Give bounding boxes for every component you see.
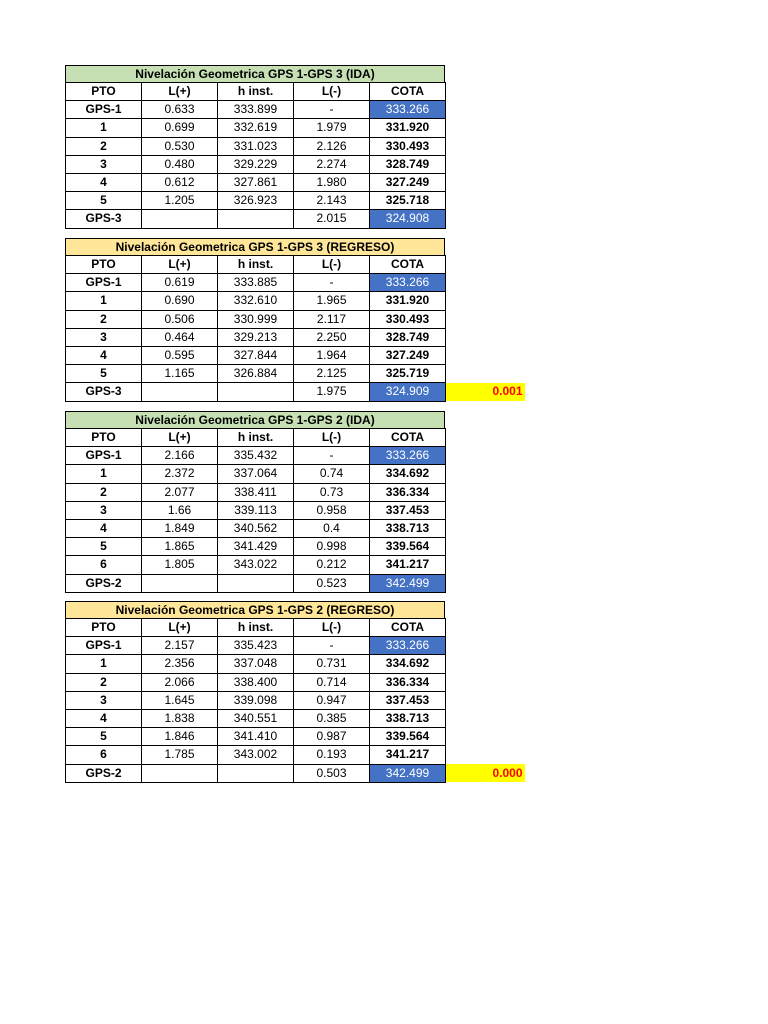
empty-cell — [446, 429, 525, 447]
elevation-cell: 324.908 — [370, 210, 446, 228]
elevation-cell: 334.692 — [370, 655, 446, 673]
empty-cell — [446, 328, 525, 346]
column-header: L(+) — [142, 619, 218, 637]
instrument-height-cell: 343.002 — [218, 746, 294, 764]
table-row — [66, 574, 525, 592]
empty-cell — [446, 365, 525, 383]
empty-cell — [446, 292, 525, 310]
foresight-cell: 0.193 — [294, 746, 370, 764]
table-row — [66, 465, 525, 483]
instrument-height-cell: 326.923 — [218, 192, 294, 210]
instrument-height-cell: 341.410 — [218, 728, 294, 746]
instrument-height-cell: 329.229 — [218, 155, 294, 173]
header-row — [66, 83, 525, 101]
foresight-cell: 0.987 — [294, 728, 370, 746]
elevation-cell: 337.453 — [370, 691, 446, 709]
point-cell: GPS-2 — [66, 764, 142, 782]
header-row — [66, 256, 525, 274]
foresight-cell: 0.947 — [294, 691, 370, 709]
backsight-cell: 0.690 — [142, 292, 218, 310]
elevation-cell: 333.266 — [370, 274, 446, 292]
foresight-cell: 0.74 — [294, 465, 370, 483]
instrument-height-cell: 339.098 — [218, 691, 294, 709]
backsight-cell: 0.506 — [142, 310, 218, 328]
table-row — [66, 746, 525, 764]
elevation-cell: 342.499 — [370, 574, 446, 592]
column-header: L(+) — [142, 429, 218, 447]
table-row — [66, 501, 525, 519]
backsight-cell: 1.785 — [142, 746, 218, 764]
elevation-cell: 324.909 — [370, 383, 446, 401]
elevation-cell: 331.920 — [370, 119, 446, 137]
point-cell: 3 — [66, 691, 142, 709]
leveling-table — [65, 428, 525, 593]
empty-cell — [446, 746, 525, 764]
backsight-cell: 1.838 — [142, 709, 218, 727]
backsight-cell — [142, 210, 218, 228]
point-cell: 3 — [66, 155, 142, 173]
elevation-cell: 341.217 — [370, 746, 446, 764]
point-cell: 2 — [66, 673, 142, 691]
table-row — [66, 556, 525, 574]
table-row — [66, 119, 525, 137]
column-header: h inst. — [218, 256, 294, 274]
instrument-height-cell: 340.562 — [218, 519, 294, 537]
table-row — [66, 673, 525, 691]
elevation-cell: 338.713 — [370, 709, 446, 727]
instrument-height-cell: 326.884 — [218, 365, 294, 383]
table-row — [66, 483, 525, 501]
elevation-cell: 339.564 — [370, 728, 446, 746]
table-row — [66, 328, 525, 346]
backsight-cell: 1.805 — [142, 556, 218, 574]
table-row — [66, 173, 525, 191]
empty-cell — [446, 192, 525, 210]
empty-cell — [446, 101, 525, 119]
empty-cell — [446, 119, 525, 137]
table-row — [66, 655, 525, 673]
empty-cell — [446, 346, 525, 364]
empty-cell — [446, 619, 525, 637]
point-cell: 4 — [66, 519, 142, 537]
table-row — [66, 709, 525, 727]
point-cell: 5 — [66, 728, 142, 746]
table-row — [66, 764, 525, 782]
header-row — [66, 429, 525, 447]
point-cell: 3 — [66, 328, 142, 346]
elevation-cell: 328.749 — [370, 328, 446, 346]
header-row — [66, 619, 525, 637]
instrument-height-cell: 333.885 — [218, 274, 294, 292]
instrument-height-cell: 332.619 — [218, 119, 294, 137]
backsight-cell: 2.066 — [142, 673, 218, 691]
foresight-cell: 0.503 — [294, 764, 370, 782]
point-cell: 1 — [66, 119, 142, 137]
backsight-cell: 1.645 — [142, 691, 218, 709]
backsight-cell: 1.865 — [142, 538, 218, 556]
elevation-cell: 337.453 — [370, 501, 446, 519]
instrument-height-cell: 341.429 — [218, 538, 294, 556]
column-header: L(-) — [294, 256, 370, 274]
elevation-cell: 325.718 — [370, 192, 446, 210]
foresight-cell: 0.731 — [294, 655, 370, 673]
table-row — [66, 137, 525, 155]
backsight-cell — [142, 383, 218, 401]
point-cell: 3 — [66, 501, 142, 519]
empty-cell — [446, 210, 525, 228]
point-cell: GPS-1 — [66, 447, 142, 465]
foresight-cell: 0.958 — [294, 501, 370, 519]
elevation-cell: 330.493 — [370, 137, 446, 155]
foresight-cell: 2.117 — [294, 310, 370, 328]
foresight-cell: 1.979 — [294, 119, 370, 137]
elevation-cell: 331.920 — [370, 292, 446, 310]
backsight-cell: 1.846 — [142, 728, 218, 746]
foresight-cell: 0.998 — [294, 538, 370, 556]
column-header: COTA — [370, 619, 446, 637]
table-row — [66, 691, 525, 709]
elevation-cell: 328.749 — [370, 155, 446, 173]
instrument-height-cell: 340.551 — [218, 709, 294, 727]
empty-cell — [446, 709, 525, 727]
foresight-cell: 2.143 — [294, 192, 370, 210]
empty-cell — [446, 538, 525, 556]
backsight-cell: 0.595 — [142, 346, 218, 364]
foresight-cell: - — [294, 101, 370, 119]
column-header: PTO — [66, 83, 142, 101]
column-header: COTA — [370, 256, 446, 274]
table-row — [66, 310, 525, 328]
leveling-table — [65, 82, 525, 229]
table-row — [66, 637, 525, 655]
point-cell: 5 — [66, 192, 142, 210]
empty-cell — [446, 465, 525, 483]
foresight-cell: 1.975 — [294, 383, 370, 401]
leveling-table — [65, 618, 525, 783]
instrument-height-cell — [218, 210, 294, 228]
instrument-height-cell: 333.899 — [218, 101, 294, 119]
table-row — [66, 346, 525, 364]
point-cell: 5 — [66, 365, 142, 383]
empty-cell — [446, 574, 525, 592]
elevation-cell: 330.493 — [370, 310, 446, 328]
empty-cell — [446, 673, 525, 691]
point-cell: 5 — [66, 538, 142, 556]
elevation-cell: 333.266 — [370, 101, 446, 119]
column-header: h inst. — [218, 619, 294, 637]
column-header: L(+) — [142, 83, 218, 101]
elevation-cell: 341.217 — [370, 556, 446, 574]
instrument-height-cell: 337.064 — [218, 465, 294, 483]
backsight-cell: 0.699 — [142, 119, 218, 137]
table-row — [66, 728, 525, 746]
column-header: COTA — [370, 83, 446, 101]
backsight-cell: 2.356 — [142, 655, 218, 673]
foresight-cell: 1.965 — [294, 292, 370, 310]
closure-difference-cell: 0.001 — [446, 383, 525, 401]
instrument-height-cell: 327.844 — [218, 346, 294, 364]
table-title: Nivelación Geometrica GPS 1-GPS 3 (IDA) — [65, 65, 445, 83]
column-header: L(-) — [294, 619, 370, 637]
backsight-cell: 0.619 — [142, 274, 218, 292]
elevation-cell: 327.249 — [370, 173, 446, 191]
foresight-cell: 0.73 — [294, 483, 370, 501]
empty-cell — [446, 310, 525, 328]
table-row — [66, 383, 525, 401]
empty-cell — [446, 137, 525, 155]
point-cell: 2 — [66, 310, 142, 328]
foresight-cell: 2.015 — [294, 210, 370, 228]
instrument-height-cell — [218, 383, 294, 401]
elevation-cell: 336.334 — [370, 483, 446, 501]
backsight-cell: 0.612 — [142, 173, 218, 191]
empty-cell — [446, 274, 525, 292]
empty-cell — [446, 519, 525, 537]
instrument-height-cell: 331.023 — [218, 137, 294, 155]
instrument-height-cell: 327.861 — [218, 173, 294, 191]
table-row — [66, 101, 525, 119]
point-cell: 4 — [66, 709, 142, 727]
backsight-cell: 2.077 — [142, 483, 218, 501]
backsight-cell — [142, 764, 218, 782]
empty-cell — [446, 173, 525, 191]
elevation-cell: 338.713 — [370, 519, 446, 537]
foresight-cell: - — [294, 447, 370, 465]
backsight-cell: 0.480 — [142, 155, 218, 173]
column-header: h inst. — [218, 429, 294, 447]
point-cell: GPS-1 — [66, 274, 142, 292]
instrument-height-cell: 343.022 — [218, 556, 294, 574]
foresight-cell: 1.980 — [294, 173, 370, 191]
point-cell: 6 — [66, 746, 142, 764]
elevation-cell: 342.499 — [370, 764, 446, 782]
column-header: PTO — [66, 619, 142, 637]
foresight-cell: 0.385 — [294, 709, 370, 727]
instrument-height-cell — [218, 574, 294, 592]
instrument-height-cell: 339.113 — [218, 501, 294, 519]
table-row — [66, 365, 525, 383]
table-row — [66, 155, 525, 173]
backsight-cell: 0.633 — [142, 101, 218, 119]
empty-cell — [446, 728, 525, 746]
empty-cell — [446, 637, 525, 655]
table-row — [66, 192, 525, 210]
backsight-cell — [142, 574, 218, 592]
point-cell: 1 — [66, 655, 142, 673]
backsight-cell: 1.66 — [142, 501, 218, 519]
backsight-cell: 2.166 — [142, 447, 218, 465]
column-header: COTA — [370, 429, 446, 447]
empty-cell — [446, 655, 525, 673]
instrument-height-cell: 329.213 — [218, 328, 294, 346]
foresight-cell: 0.212 — [294, 556, 370, 574]
empty-cell — [446, 256, 525, 274]
empty-cell — [446, 83, 525, 101]
point-cell: GPS-3 — [66, 210, 142, 228]
empty-cell — [446, 691, 525, 709]
backsight-cell: 2.157 — [142, 637, 218, 655]
table-row — [66, 447, 525, 465]
instrument-height-cell: 332.610 — [218, 292, 294, 310]
column-header: PTO — [66, 256, 142, 274]
foresight-cell: 0.523 — [294, 574, 370, 592]
table-row — [66, 538, 525, 556]
elevation-cell: 325.719 — [370, 365, 446, 383]
table-title: Nivelación Geometrica GPS 1-GPS 3 (REGRESO) — [65, 238, 445, 256]
point-cell: 1 — [66, 292, 142, 310]
point-cell: 4 — [66, 173, 142, 191]
instrument-height-cell: 335.432 — [218, 447, 294, 465]
foresight-cell: 2.250 — [294, 328, 370, 346]
backsight-cell: 0.464 — [142, 328, 218, 346]
point-cell: GPS-3 — [66, 383, 142, 401]
empty-cell — [446, 483, 525, 501]
instrument-height-cell: 330.999 — [218, 310, 294, 328]
elevation-cell: 336.334 — [370, 673, 446, 691]
foresight-cell: - — [294, 637, 370, 655]
table-row — [66, 274, 525, 292]
table-title: Nivelación Geometrica GPS 1-GPS 2 (IDA) — [65, 411, 445, 429]
point-cell: 2 — [66, 483, 142, 501]
table-row — [66, 292, 525, 310]
foresight-cell: - — [294, 274, 370, 292]
elevation-cell: 333.266 — [370, 637, 446, 655]
point-cell: 4 — [66, 346, 142, 364]
closure-difference-cell: 0.000 — [446, 764, 525, 782]
instrument-height-cell: 338.411 — [218, 483, 294, 501]
instrument-height-cell: 335.423 — [218, 637, 294, 655]
empty-cell — [446, 447, 525, 465]
point-cell: 1 — [66, 465, 142, 483]
backsight-cell: 1.205 — [142, 192, 218, 210]
table-row — [66, 210, 525, 228]
backsight-cell: 1.165 — [142, 365, 218, 383]
empty-cell — [446, 556, 525, 574]
elevation-cell: 327.249 — [370, 346, 446, 364]
column-header: L(-) — [294, 83, 370, 101]
instrument-height-cell: 338.400 — [218, 673, 294, 691]
instrument-height-cell — [218, 764, 294, 782]
foresight-cell: 0.714 — [294, 673, 370, 691]
backsight-cell: 1.849 — [142, 519, 218, 537]
point-cell: GPS-1 — [66, 101, 142, 119]
column-header: h inst. — [218, 83, 294, 101]
foresight-cell: 1.964 — [294, 346, 370, 364]
backsight-cell: 0.530 — [142, 137, 218, 155]
point-cell: 2 — [66, 137, 142, 155]
point-cell: 6 — [66, 556, 142, 574]
point-cell: GPS-2 — [66, 574, 142, 592]
column-header: L(+) — [142, 256, 218, 274]
point-cell: GPS-1 — [66, 637, 142, 655]
foresight-cell: 0.4 — [294, 519, 370, 537]
empty-cell — [446, 501, 525, 519]
column-header: PTO — [66, 429, 142, 447]
empty-cell — [446, 155, 525, 173]
elevation-cell: 333.266 — [370, 447, 446, 465]
leveling-table — [65, 255, 525, 402]
elevation-cell: 334.692 — [370, 465, 446, 483]
table-row — [66, 519, 525, 537]
backsight-cell: 2.372 — [142, 465, 218, 483]
instrument-height-cell: 337.048 — [218, 655, 294, 673]
foresight-cell: 2.126 — [294, 137, 370, 155]
elevation-cell: 339.564 — [370, 538, 446, 556]
table-title: Nivelación Geometrica GPS 1-GPS 2 (REGRESO) — [65, 601, 445, 619]
column-header: L(-) — [294, 429, 370, 447]
foresight-cell: 2.274 — [294, 155, 370, 173]
foresight-cell: 2.125 — [294, 365, 370, 383]
